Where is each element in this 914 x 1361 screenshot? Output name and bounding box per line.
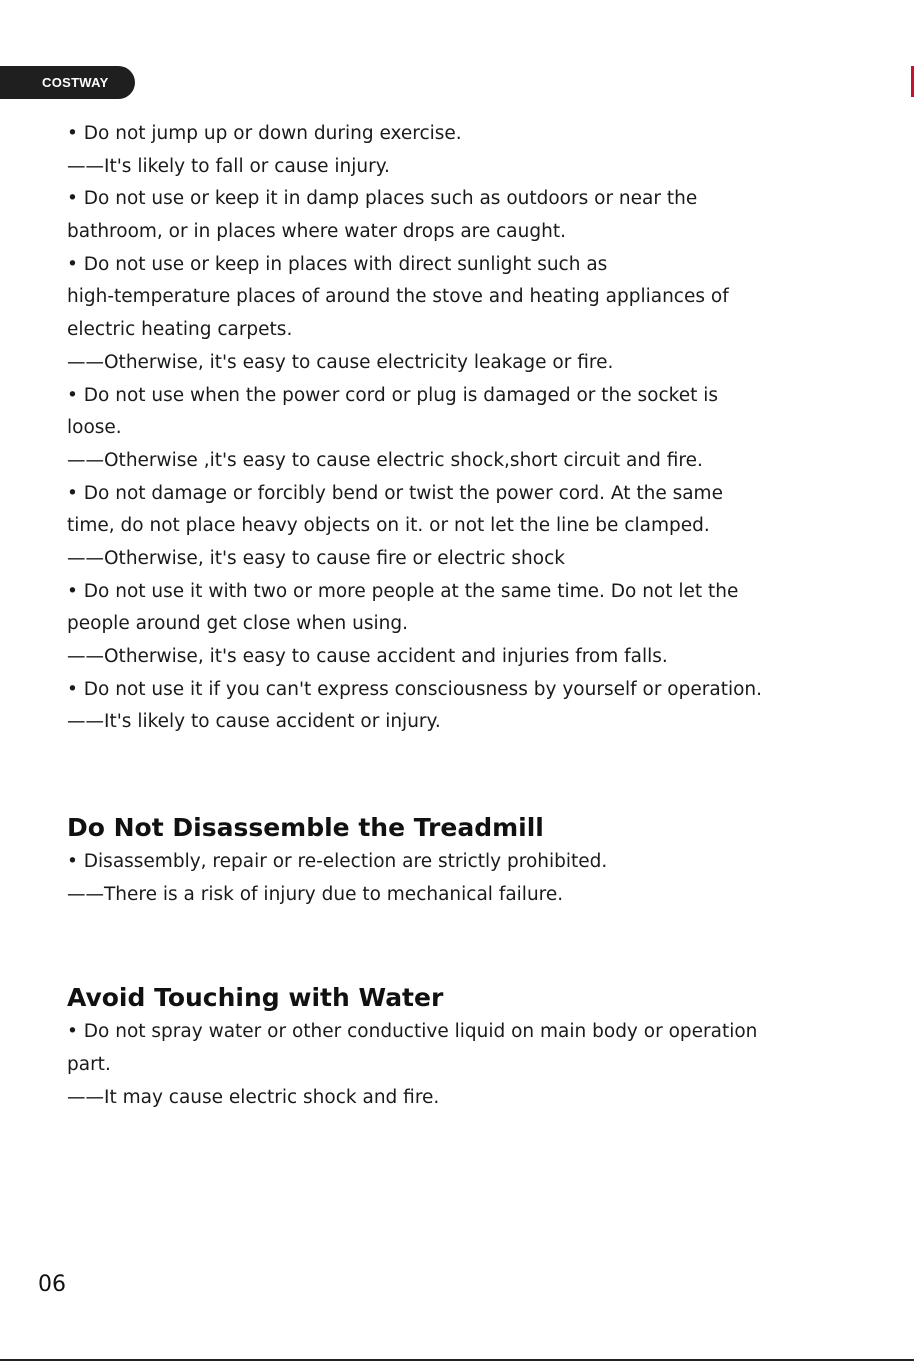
section-spacer (67, 911, 857, 980)
text-line: • Disassembly, repair or re-election are strictly prohibited. (67, 851, 608, 873)
text-line: ——Otherwise, it's easy to cause electricity leakage or fire. (67, 351, 614, 373)
brand-tab (0, 66, 135, 99)
text-line: loose. (67, 417, 122, 439)
text-line: ——Otherwise ,it's easy to cause electric shock,short circuit and fire. (67, 449, 703, 471)
safety-list (67, 118, 857, 739)
text-line: ——It's likely to fall or cause injury. (67, 155, 390, 177)
text-line: • Do not use or keep in places with direct sunlight such as (67, 253, 608, 275)
brand-logo-text: COSTWAY (42, 75, 109, 90)
section-spacer (67, 739, 857, 810)
text-line: • Do not jump up or down during exercise. (67, 123, 462, 144)
text-line: ——It's likely to cause accident or injury. (67, 711, 441, 733)
text-line: high-temperature places of around the stove and heating appliances of (67, 286, 729, 308)
section-water (67, 980, 857, 1114)
text-line: bathroom, or in places where water drops are caught. (67, 221, 566, 243)
text-line: • Do not spray water or other conductive liquid on main body or operation (67, 1021, 758, 1043)
section-disassemble (67, 810, 857, 911)
text-line: ——Otherwise, it's easy to cause fire or electric shock (67, 547, 565, 569)
text-line: • Do not use it with two or more people at the same time. Do not let the (67, 580, 739, 602)
text-line: • Do not damage or forcibly bend or twist the power cord. At the same (67, 482, 723, 504)
text-line: • Do not use or keep it in damp places such as outdoors or near the (67, 188, 698, 210)
text-line: people around get close when using. (67, 613, 409, 635)
text-line: ——There is a risk of injury due to mechanical failure. (67, 883, 564, 905)
page-number: 06 (38, 1272, 66, 1297)
text-line: time, do not place heavy objects on it. or not let the line be clamped. (67, 515, 710, 537)
text-line: ——Otherwise, it's easy to cause accident and injuries from falls. (67, 646, 668, 667)
section-heading: Avoid Touching with Water (67, 983, 444, 1013)
section-heading: Do Not Disassemble the Treadmill (67, 813, 544, 843)
text-line: • Do not use it if you can't express consciousness by yourself or operation. (67, 678, 763, 700)
text-line: part. (67, 1054, 111, 1076)
manual-content (67, 118, 857, 1115)
text-line: • Do not use when the power cord or plug is damaged or the socket is (67, 384, 718, 406)
text-line: ——It may cause electric shock and fire. (67, 1086, 440, 1108)
text-line: electric heating carpets. (67, 319, 293, 341)
